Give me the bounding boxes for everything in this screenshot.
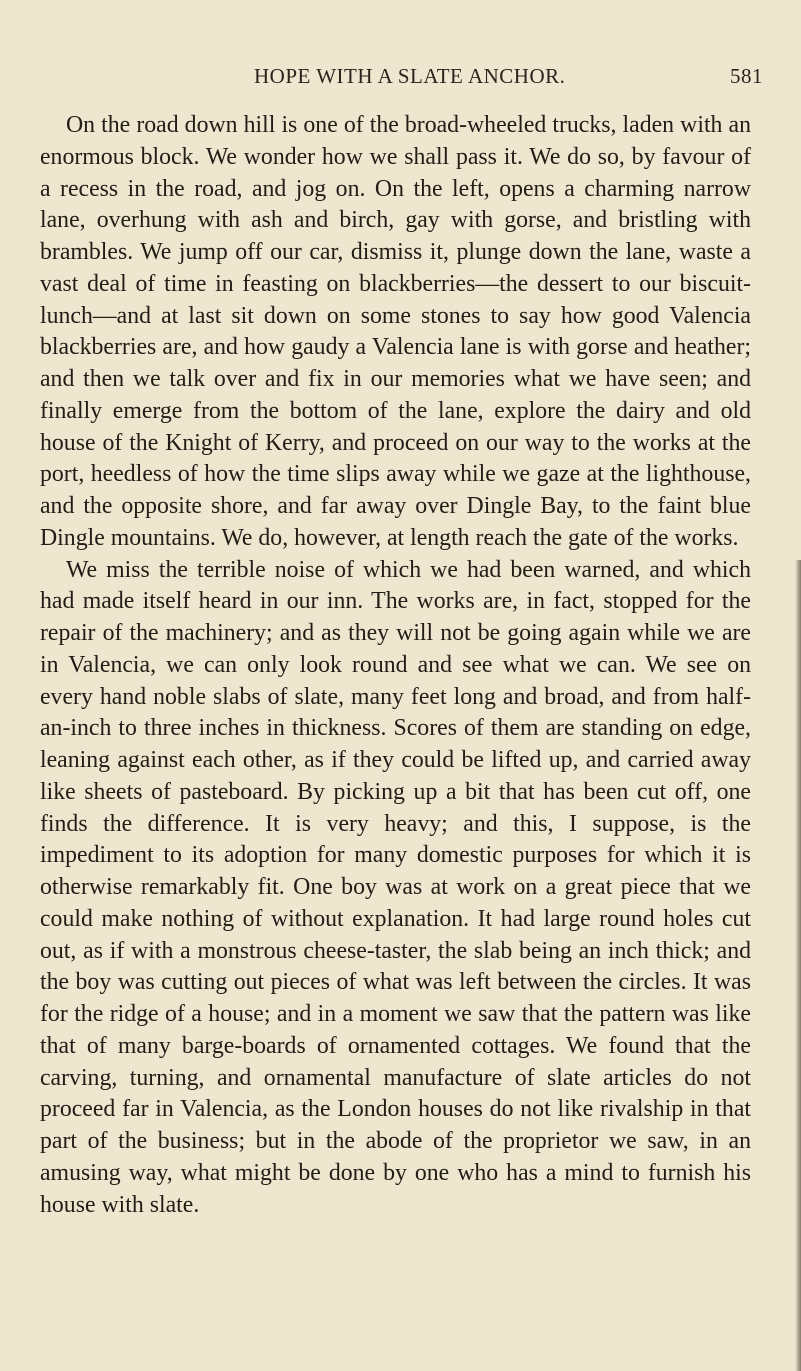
page-number: 581 <box>730 64 763 88</box>
paragraph-2: We miss the terrible noise of which we had been warned, and which had made itself heard in our inn. The works are, in fact, stopped for the repair of the machinery; and as they will not be going again while we are in Valencia, we can only look round and see what we can. We see on every hand noble slabs of slate, many feet long and broad, and from half-an-inch to three inches in thickness. Scores of them are standing on edge, leaning against each other, as if they could be lifted up, and carried away like sheets of pasteboard. By picking up a bit that has been cut off, one finds the difference. It is very heavy; and this, I suppose, is the impediment to its adoption for many domestic purposes for which it is otherwise remarkably fit. One boy was at work on a great piece that we could make nothing of without explanation. It had large round holes cut out, as if with a monstrous cheese-taster, the slab being an inch thick; and the boy was cutting out pieces of what was left between the circles. It was for the ridge of a house; and in a moment we saw that the pattern was like that of many barge-boards of ornamented cottages. We found that the carving, turning, and ornamental manufacture of slate articles do not proceed far in Valencia, as the London houses do not like rivalship in that part of the business; but in the abode of the proprietor we saw, in an amusing way, what might be done by one who has a mind to furnish his house with slate. <box>40 556 751 1218</box>
page-edge-shadow <box>795 560 801 1371</box>
paragraph-1: On the road down hill is one of the broad-wheeled trucks, laden with an enormous block. We wonder how we shall pass it. We do so, by favour of a recess in the road, and jog on. On the left, opens a charming narrow lane, overhung with ash and birch, gay with gorse, and bristling with brambles. We jump off our car, dismiss it, plunge down the lane, waste a vast deal of time in feasting on blackberries—the dessert to our biscuit-lunch—and at last sit down on some stones to say how good Valencia blackberries are, and how gaudy a Valencia lane is with gorse and heather; and then we talk over and fix in our memories what we have seen; and finally emerge from the bottom of the lane, explore the dairy and old house of the Knight of Kerry, and proceed on our way to the works at the port, heedless of how the time slips away while we gaze at the lighthouse, and the opposite shore, and far away over Dingle Bay, to the faint blue Dingle mountains. We do, however, at length reach the gate of the works. <box>40 112 751 551</box>
page-header <box>254 64 763 92</box>
body-text <box>40 110 751 1221</box>
running-title: HOPE WITH A SLATE ANCHOR. <box>254 64 566 88</box>
